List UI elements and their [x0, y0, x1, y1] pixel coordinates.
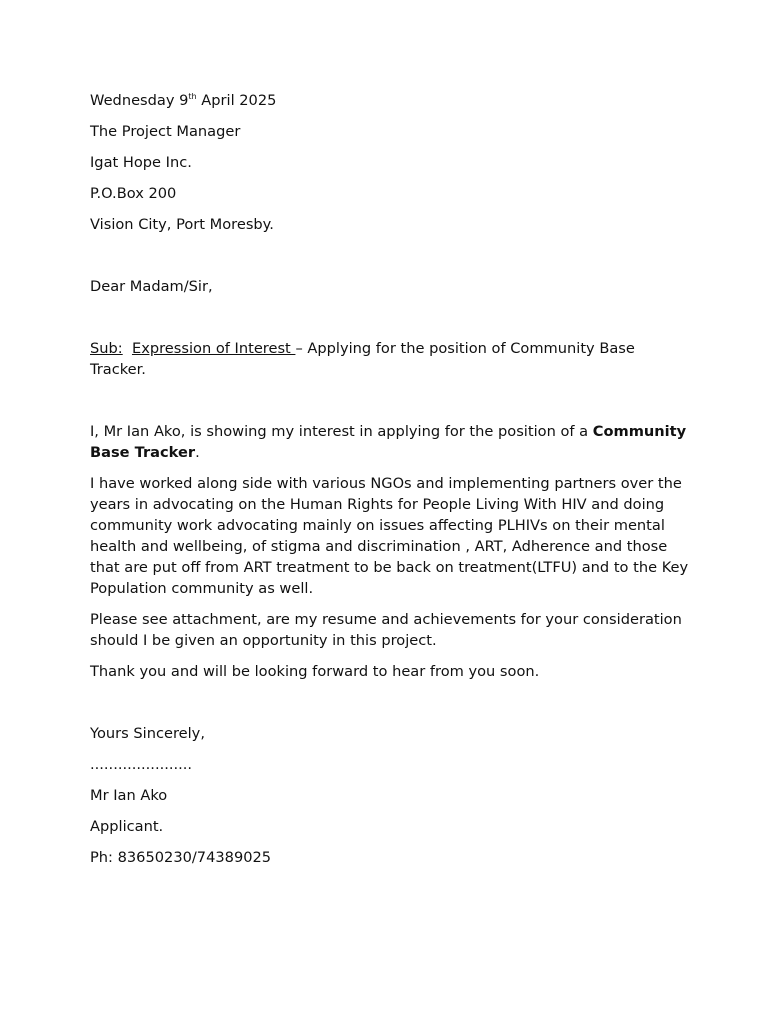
intro-paragraph: [90, 421, 690, 463]
closing-paragraph: Thank you and will be looking forward to hear from you soon.: [90, 663, 540, 680]
letter-date: [90, 90, 690, 111]
spacer: [90, 307, 690, 328]
date-suffix: th: [188, 92, 197, 101]
signoff: Yours Sincerely,: [90, 725, 205, 742]
spacer: [90, 692, 690, 713]
date-day: Wednesday 9: [90, 92, 189, 109]
signature-line: ......................: [90, 756, 193, 773]
spacer: [90, 245, 690, 266]
body-paragraph: I have worked along side with various NGOs and implementing partners over the years in advocating on the Human Rights for People Living With HIV and doing community work advocating mainly on issues affecting PLHIVs on their mental health and wellbeing, of stigma and discrimination , ART, Adherence and those that are put off from ART treatment to be back on treatment(LTFU) and to the Key Population community as well.: [90, 475, 689, 597]
intro-end: .: [195, 444, 200, 461]
intro-text: I, Mr Ian Ako, is showing my interest in applying for the position of a: [90, 423, 593, 440]
intro-position: Community Base Tracker: [90, 423, 687, 461]
salutation: Dear Madam/Sir,: [90, 278, 213, 295]
attachment-paragraph: Please see attachment, are my resume and achievements for your consideration should I be given an opportunity in this project.: [90, 611, 682, 649]
subject-line: [90, 338, 690, 380]
spacer: [90, 390, 690, 411]
recipient-city: Vision City, Port Moresby.: [90, 216, 274, 233]
recipient-title: The Project Manager: [90, 123, 241, 140]
signer-role: Applicant.: [90, 818, 164, 835]
recipient-po-box: P.O.Box 200: [90, 185, 177, 202]
letter-page: [90, 90, 690, 878]
subject-topic: Expression of Interest: [131, 340, 296, 357]
date-month-year: April 2025: [196, 92, 277, 109]
recipient-organisation: Igat Hope Inc.: [90, 154, 192, 171]
subject-prefix: Sub:: [90, 340, 123, 357]
signer-name: Mr Ian Ako: [90, 787, 168, 804]
subject-rest: – Applying for the position of Community Base Tracker.: [90, 340, 635, 378]
signer-phone: Ph: 83650230/74389025: [90, 849, 272, 866]
